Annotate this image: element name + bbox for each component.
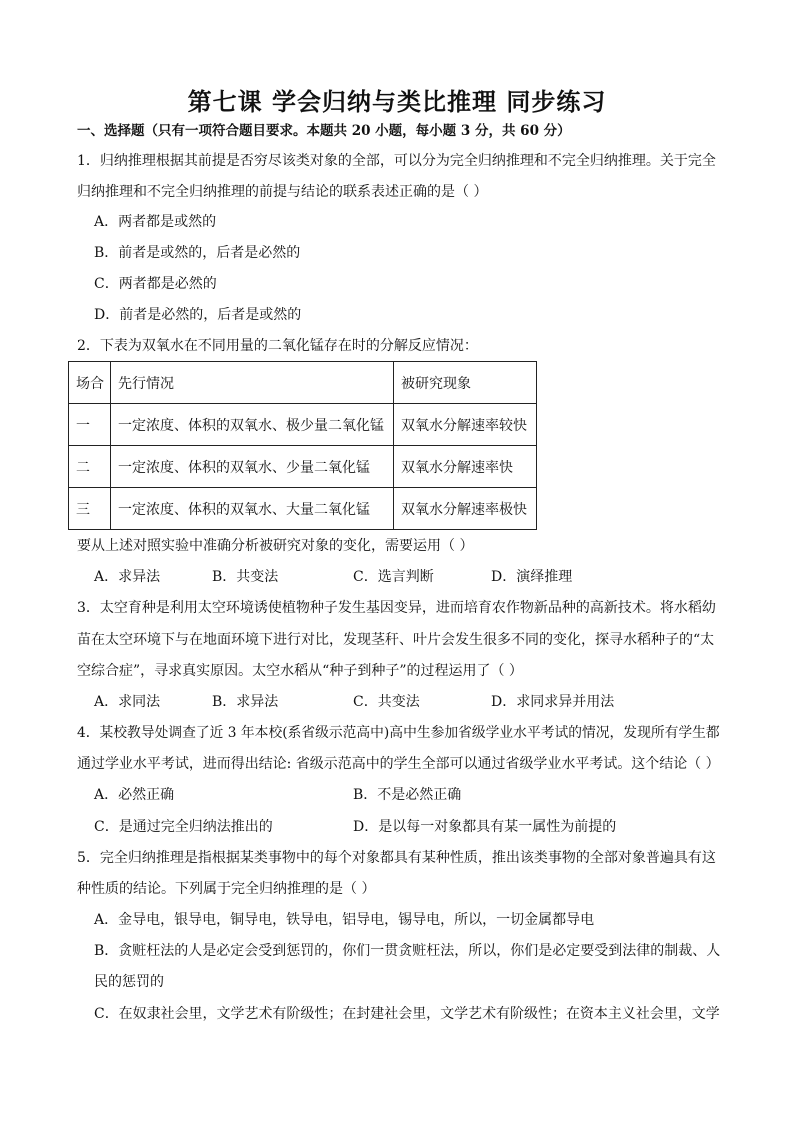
q5-option-b-line-1: B．贪赃枉法的人是必定会受到惩罚的，你们一贯贪赃枉法，所以，你们是必定要受到法律的制裁、人: [94, 943, 721, 959]
q3-option-d: D．求同求异并用法: [491, 694, 615, 710]
q4-option-c: C．是通过完全归纳法推出的: [94, 819, 273, 835]
table-cell: 一定浓度、体积的双氧水、极少量二氧化锰: [111, 404, 394, 446]
q5-option-c: C．在奴隶社会里，文学艺术有阶级性；在封建社会里，文学艺术有阶级性；在资本主义社会里，文学: [94, 1006, 720, 1022]
table-header-cell: 场合: [69, 362, 111, 404]
q1-option-d: D．前者是必然的，后者是或然的: [94, 307, 302, 323]
q1-stem-line-1: 1．归纳推理根据其前提是否穷尽该类对象的全部，可以分为完全归纳推理和不完全归纳推理。关于完全: [77, 153, 716, 169]
table-cell: 一: [69, 404, 111, 446]
q4-option-a: A．必然正确: [94, 787, 175, 803]
q2-stem: 2．下表为双氧水在不同用量的二氧化锰存在时的分解反应情况：: [77, 338, 478, 354]
experiment-table: [68, 361, 537, 530]
table-header-cell: 先行情况: [111, 362, 394, 404]
q2-option-d: D．演绎推理: [491, 569, 573, 585]
q5-option-b-line-2: 民的惩罚的: [94, 974, 164, 990]
q2-question: 要从上述对照实验中准确分析被研究对象的变化，需要运用（ ）: [77, 538, 474, 554]
table-cell: 双氧水分解速率快: [394, 446, 537, 488]
table-row: [69, 488, 537, 530]
q3-stem-line-3: 空综合症”，寻求真实原因。太空水稻从“种子到种子”的过程运用了（ ）: [77, 663, 523, 679]
q4-option-b: B．不是必然正确: [353, 787, 462, 803]
table-row: [69, 446, 537, 488]
table-cell: 二: [69, 446, 111, 488]
q2-option-c: C．选言判断: [353, 569, 434, 585]
q3-option-b: B．求异法: [212, 694, 279, 710]
q3-option-c: C．共变法: [353, 694, 420, 710]
table-cell: 一定浓度、体积的双氧水、少量二氧化锰: [111, 446, 394, 488]
table-cell: 双氧水分解速率极快: [394, 488, 537, 530]
page-title: 第七课 学会归纳与类比推理 同步练习: [187, 88, 607, 116]
table-header-row: [69, 362, 537, 404]
q4-stem-line-2: 通过学业水平考试，进而得出结论: 省级示范高中的学生全部可以通过省级学业水平考试。这个结论（ ）: [77, 756, 720, 772]
q4-stem-line-1: 4．某校教导处调查了近 3 年本校(系省级示范高中)高中生参加省级学业水平考试的情况，发现所有学生都: [77, 725, 720, 741]
q1-option-b: B．前者是或然的，后者是必然的: [94, 245, 301, 261]
q4-option-d: D．是以每一对象都具有某一属性为前提的: [353, 819, 617, 835]
q3-stem-line-1: 3．太空育种是利用太空环境诱使植物种子发生基因变异，进而培育农作物新品种的高新技术。将水稻幼: [77, 600, 716, 616]
q3-stem-line-2: 苗在太空环境下与在地面环境下进行对比，发现茎秆、叶片会发生很多不同的变化，探寻水稻种子的“太: [77, 632, 715, 648]
q1-option-a: A．两者都是或然的: [94, 214, 217, 230]
section-heading: 一、选择题（只有一项符合题目要求。本题共 20 小题，每小题 3 分，共 60 分）: [77, 123, 571, 139]
table-cell: 三: [69, 488, 111, 530]
table-header-cell: 被研究现象: [394, 362, 537, 404]
table-cell: 双氧水分解速率较快: [394, 404, 537, 446]
q5-stem-line-1: 5．完全归纳推理是指根据某类事物中的每个对象都具有某种性质，推出该类事物的全部对象普遍具有这: [77, 850, 716, 866]
q3-option-a: A．求同法: [94, 694, 161, 710]
q5-option-a: A．金导电，银导电，铜导电，铁导电，铝导电，锡导电，所以，一切金属都导电: [94, 912, 595, 928]
q5-stem-line-2: 种性质的结论。下列属于完全归纳推理的是（ ）: [77, 881, 376, 897]
q1-stem-line-2: 归纳推理和不完全归纳推理的前提与结论的联系表述正确的是（ ）: [77, 184, 488, 200]
q1-option-c: C．两者都是必然的: [94, 276, 217, 292]
q2-option-a: A．求异法: [94, 569, 161, 585]
table-cell: 一定浓度、体积的双氧水、大量二氧化锰: [111, 488, 394, 530]
table-row: [69, 404, 537, 446]
q2-option-b: B．共变法: [212, 569, 279, 585]
